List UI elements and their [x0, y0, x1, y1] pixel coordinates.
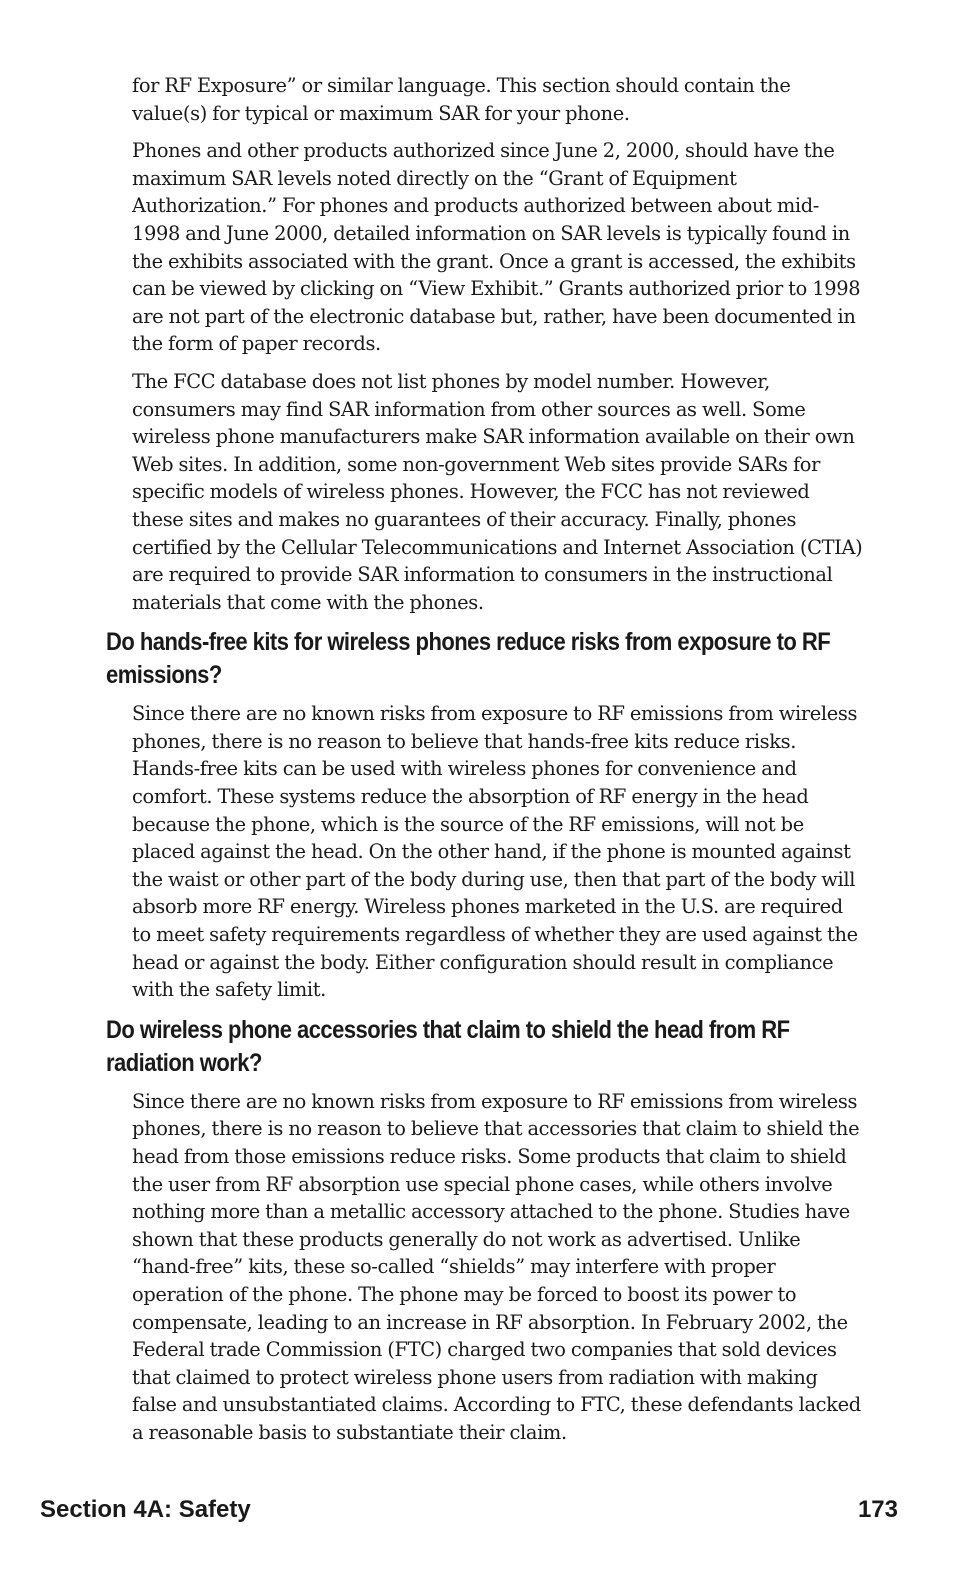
body-paragraph: Since there are no known risks from exposure to RF emissions from wireless phones, there is no reason to believe that accessories that claim to shield the head from those emissions reduce risks. Some products that claim to shield the user from RF absorption use special phone cases, while others involve nothing more than a metallic accessory attached to the phone. Studies have shown that these products generally do not work as advertised. Unlike “hand-free” kits, these so-called “shields” may interfere with proper operation of the phone. The phone may be forced to boost its power to compensate, leading to an increase in RF absorption. In February 2002, the Federal trade Commission (FTC) charged two companies that sold devices that claimed to protect wireless phone users from radiation with making false and unsubstantiated claims. According to FTC, these defendants lacked a reasonable basis to substantiate their claim.: [132, 1089, 861, 1444]
body-paragraph: The FCC database does not list phones by model number. However, consumers may find SAR information from other sources as well. Some wireless phone manufacturers make SAR information available on their own Web sites. In addition, some non-government Web sites provide SARs for specific models of wireless phones. However, the FCC has not reviewed these sites and makes no guarantees of their accuracy. Finally, phones certified by the Cellular Telecommunications and Internet Association (CTIA) are required to provide SAR information to consumers in the instructional materials that come with the phones.: [132, 369, 863, 614]
page-number: 173: [857, 1496, 898, 1523]
footer-section-title: Section 4A: Safety: [40, 1496, 251, 1523]
page-footer: [40, 1494, 898, 1526]
body-paragraph: Phones and other products authorized since June 2, 2000, should have the maximum SAR levels noted directly on the “Grant of Equipment Authorization.” For phones and products authorized between about mid-1998 and June 2000, detailed information on SAR levels is typically found in the exhibits associated with the grant. Once a grant is accessed, the exhibits can be viewed by clicking on “View Exhibit.” Grants authorized prior to 1998 are not part of the electronic database but, rather, have been documented in the form of paper records.: [132, 139, 861, 356]
section-heading: Do wireless phone accessories that claim to shield the head from RF radiation work?: [106, 1015, 790, 1077]
body-paragraph: Since there are no known risks from exposure to RF emissions from wireless phones, there is no reason to believe that hands-free kits reduce risks. Hands-free kits can be used with wireless phones for convenience and comfort. These systems reduce the absorption of RF energy in the head because the phone, which is the source of the RF emissions, will not be placed against the head. On the other hand, if the phone is mounted against the waist or other part of the body during use, then that part of the body will absorb more RF energy. Wireless phones marketed in the U.S. are required to meet safety requirements regardless of whether they are used against the head or against the body. Either configuration should result in compliance with the safety limit.: [132, 702, 858, 1002]
section-heading: Do hands-free kits for wireless phones reduce risks from exposure to RF emissions?: [106, 628, 831, 690]
page-content: [0, 72, 954, 1457]
body-paragraph: for RF Exposure” or similar language. This section should contain the value(s) for typical or maximum SAR for your phone.: [132, 74, 791, 125]
